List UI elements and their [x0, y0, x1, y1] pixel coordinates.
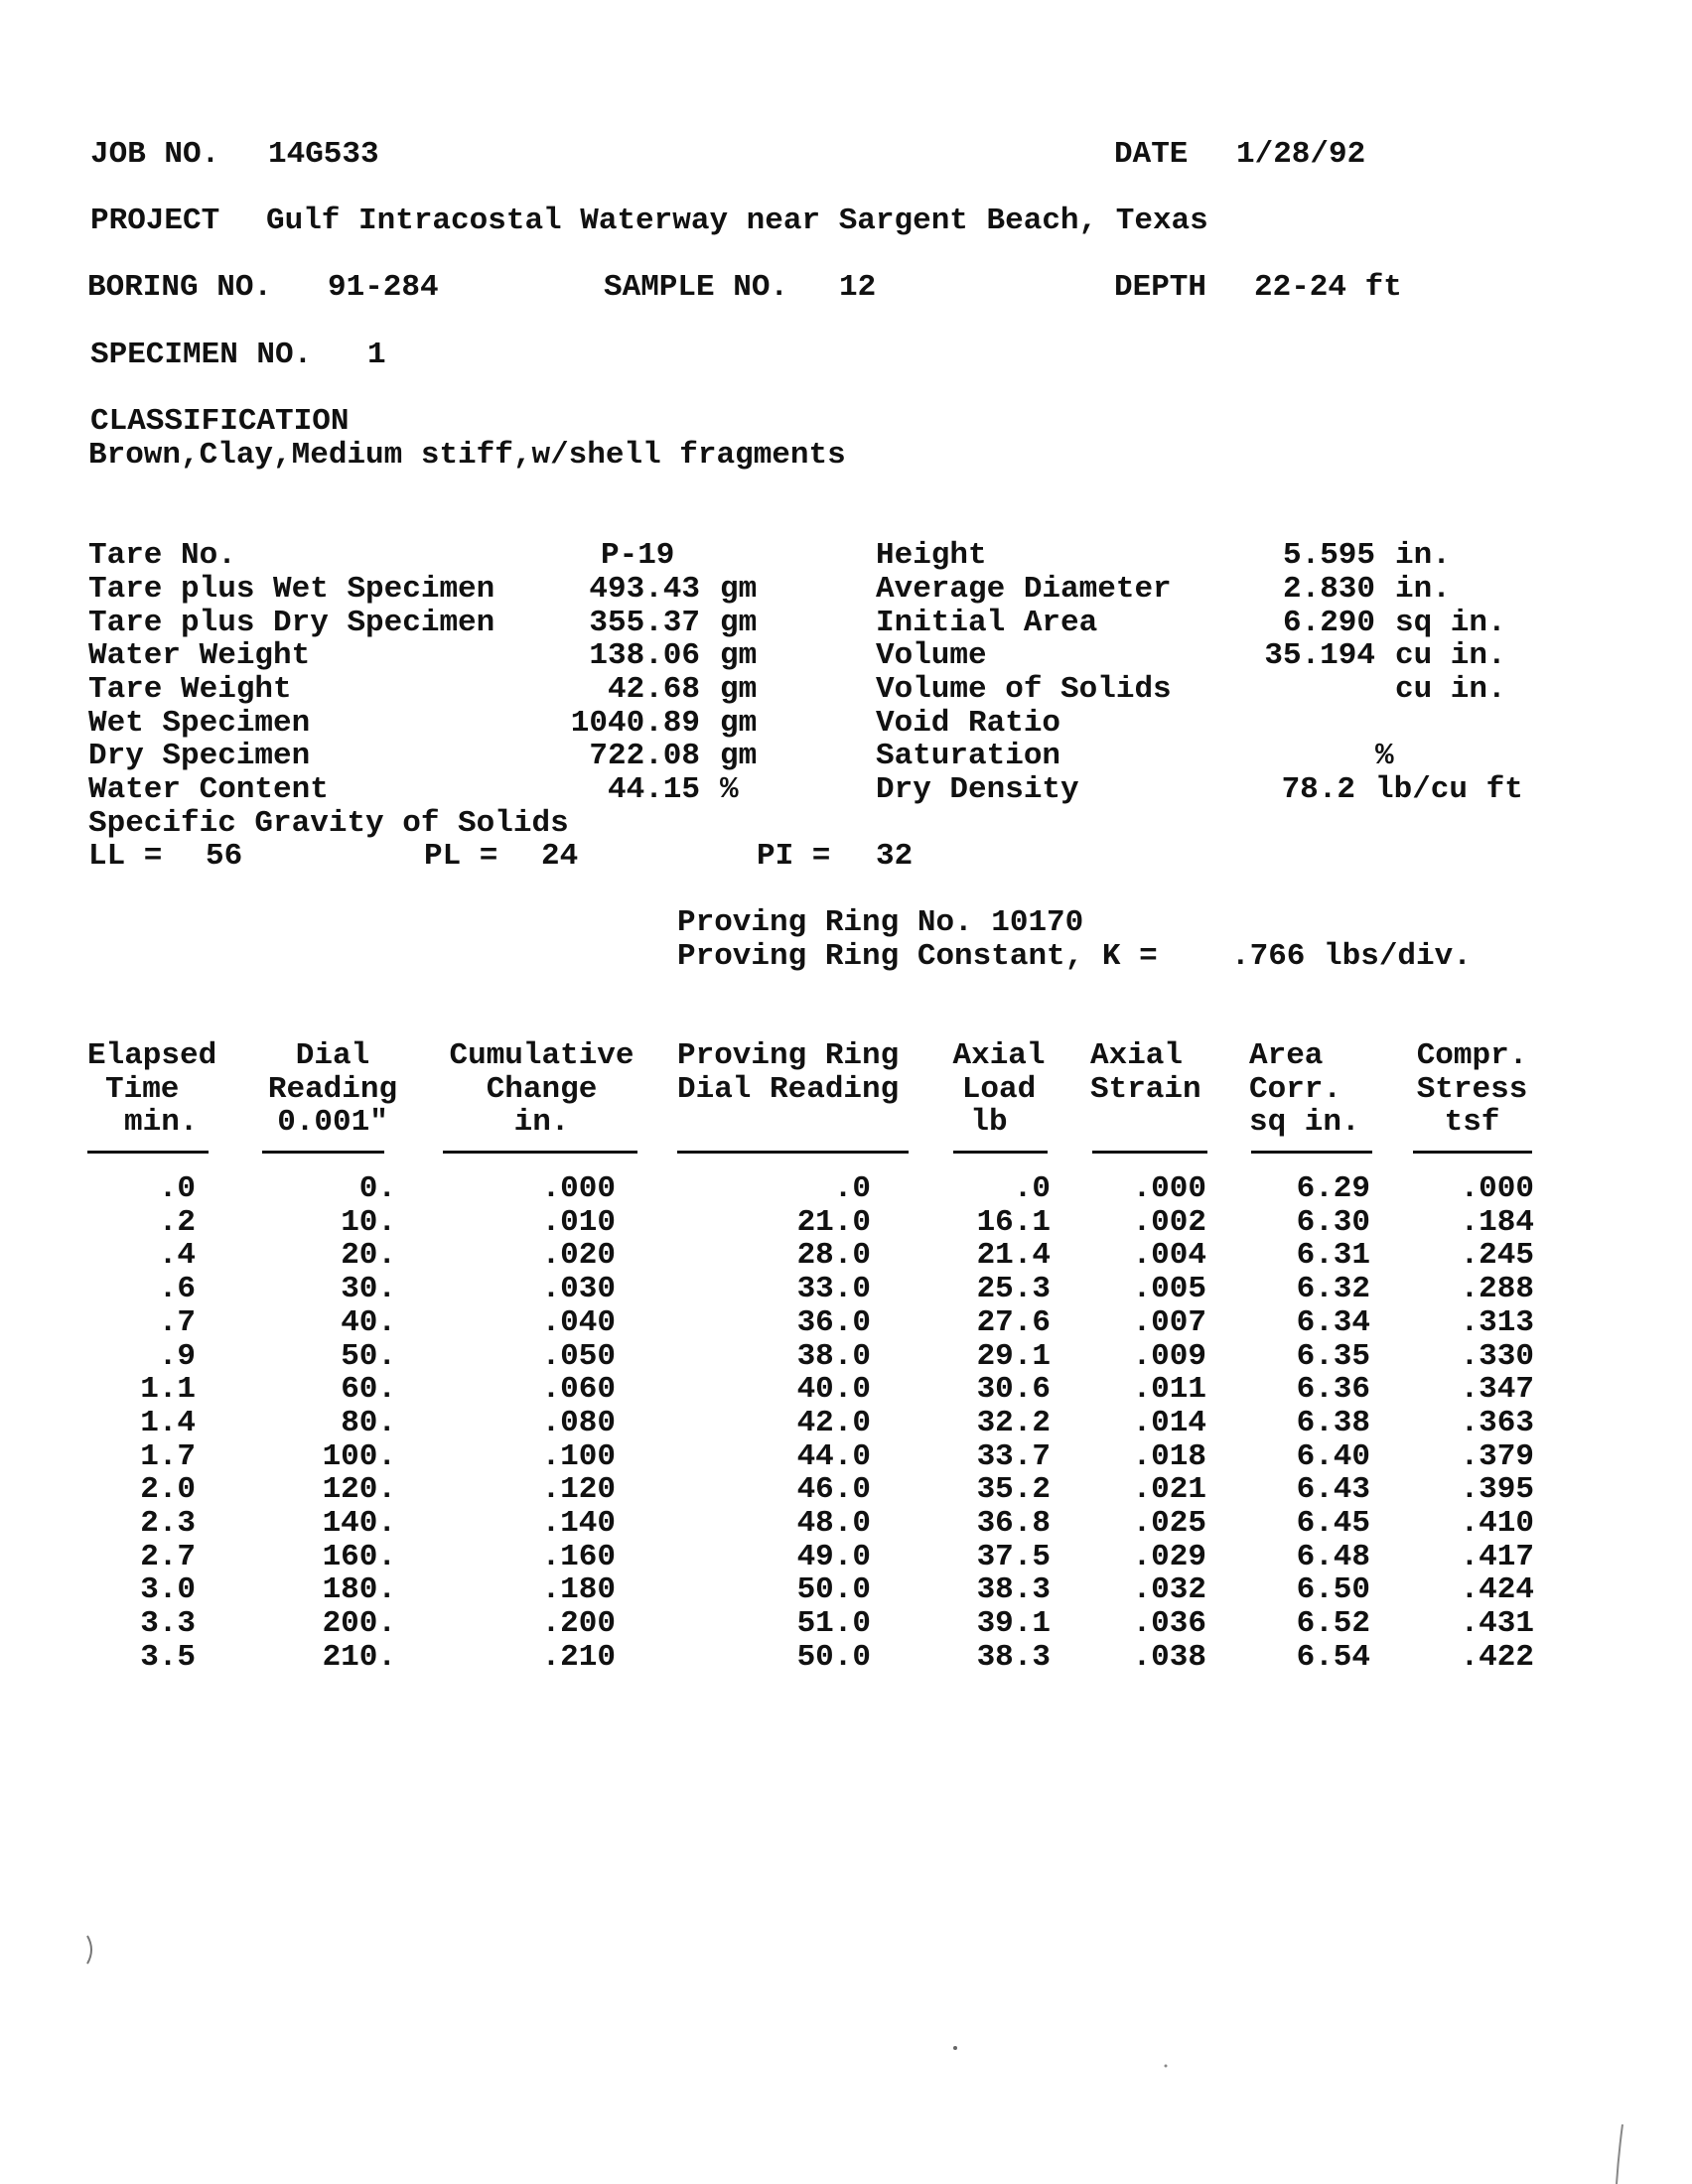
elapsed-time-cell: .0: [158, 1171, 196, 1206]
property-label: Water Content: [88, 772, 329, 807]
property-label: Tare Weight: [88, 672, 292, 707]
property-value: 493.43: [589, 572, 700, 607]
axial-load-cell: 39.1: [976, 1606, 1051, 1641]
dial-reading-cell: 0.: [358, 1171, 396, 1206]
area-corrected-cell: 6.32: [1296, 1272, 1370, 1306]
proving-ring-reading-cell: 44.0: [796, 1439, 871, 1474]
property-label: Dry Density: [876, 772, 1079, 807]
proving-ring-number: Proving Ring No. 10170: [677, 905, 1084, 940]
column-header: Stress: [1416, 1072, 1528, 1107]
compressive-stress-cell: .000: [1460, 1171, 1534, 1206]
axial-strain-cell: .000: [1132, 1171, 1206, 1206]
property-label: Initial Area: [876, 606, 1098, 640]
property-value: 78.2: [1281, 772, 1355, 807]
area-corrected-cell: 6.40: [1296, 1439, 1370, 1474]
dial-reading-cell: 20.: [341, 1238, 396, 1273]
property-label: Average Diameter: [876, 572, 1172, 607]
classification-label: CLASSIFICATION: [90, 404, 350, 439]
proving-ring-reading-cell: 36.0: [796, 1305, 871, 1340]
cumulative-change-cell: .100: [541, 1439, 616, 1474]
area-corrected-cell: 6.36: [1296, 1372, 1370, 1407]
proving-ring-reading-cell: 28.0: [796, 1238, 871, 1273]
property-label: Water Weight: [88, 638, 311, 673]
property-label: Height: [876, 538, 987, 573]
dial-reading-cell: 140.: [322, 1506, 396, 1541]
depth-label: DEPTH: [1114, 270, 1207, 305]
axial-strain-cell: .021: [1132, 1472, 1206, 1507]
area-corrected-cell: 6.31: [1296, 1238, 1370, 1273]
axial-strain-cell: .038: [1132, 1640, 1206, 1675]
axial-strain-cell: .011: [1132, 1372, 1206, 1407]
property-unit: in.: [1395, 572, 1451, 607]
elapsed-time-cell: .4: [158, 1238, 196, 1273]
column-header: lb: [970, 1105, 1008, 1140]
date: 1/28/92: [1236, 137, 1366, 172]
axial-load-cell: 37.5: [976, 1540, 1051, 1574]
elapsed-time-cell: 2.0: [140, 1472, 196, 1507]
cumulative-change-cell: .000: [541, 1171, 616, 1206]
column-header: Axial: [952, 1038, 1046, 1073]
column-header: Strain: [1090, 1072, 1201, 1107]
axial-load-cell: 29.1: [976, 1339, 1051, 1374]
area-corrected-cell: 6.34: [1296, 1305, 1370, 1340]
cumulative-change-cell: .200: [541, 1606, 616, 1641]
proving-ring-reading-cell: 50.0: [796, 1640, 871, 1675]
column-header: Compr.: [1416, 1038, 1528, 1073]
cumulative-change-cell: .160: [541, 1540, 616, 1574]
column-header: Load: [961, 1072, 1037, 1107]
axial-strain-cell: .029: [1132, 1540, 1206, 1574]
property-value: 42.68: [607, 672, 700, 707]
property-value: 44.15: [607, 772, 700, 807]
area-corrected-cell: 6.43: [1296, 1472, 1370, 1507]
property-unit: gm: [720, 638, 758, 673]
project-label: PROJECT: [90, 204, 220, 238]
cumulative-change-cell: .020: [541, 1238, 616, 1273]
property-unit: sq in.: [1395, 606, 1506, 640]
plasticity-index-label: PI =: [757, 839, 831, 874]
property-unit: gm: [720, 706, 758, 741]
column-header: Corr.: [1249, 1072, 1342, 1107]
property-value: 35.194: [1264, 638, 1375, 673]
area-corrected-cell: 6.50: [1296, 1572, 1370, 1607]
property-label: Volume of Solids: [876, 672, 1172, 707]
compressive-stress-cell: .379: [1460, 1439, 1534, 1474]
proving-ring-reading-cell: 21.0: [796, 1205, 871, 1240]
axial-strain-cell: .005: [1132, 1272, 1206, 1306]
compressive-stress-cell: .410: [1460, 1506, 1534, 1541]
plastic-limit-label: PL =: [424, 839, 498, 874]
elapsed-time-cell: .7: [158, 1305, 196, 1340]
proving-ring-reading-cell: 50.0: [796, 1572, 871, 1607]
compressive-stress-cell: .330: [1460, 1339, 1534, 1374]
elapsed-time-cell: 2.7: [140, 1540, 196, 1574]
column-header: Cumulative: [449, 1038, 634, 1073]
axial-load-cell: 36.8: [976, 1506, 1051, 1541]
compressive-stress-cell: .431: [1460, 1606, 1534, 1641]
proving-ring-reading-cell: .0: [833, 1171, 871, 1206]
axial-load-cell: .0: [1013, 1171, 1051, 1206]
proving-ring-reading-cell: 40.0: [796, 1372, 871, 1407]
property-unit: gm: [720, 606, 758, 640]
compressive-stress-cell: .417: [1460, 1540, 1534, 1574]
column-header: Dial: [295, 1038, 370, 1073]
column-header: Reading: [267, 1072, 398, 1107]
proving-ring-constant-label: Proving Ring Constant, K =: [677, 939, 1158, 974]
elapsed-time-cell: .2: [158, 1205, 196, 1240]
property-label: Tare plus Wet Specimen: [88, 572, 495, 607]
area-corrected-cell: 6.45: [1296, 1506, 1370, 1541]
axial-strain-cell: .009: [1132, 1339, 1206, 1374]
dial-reading-cell: 80.: [341, 1406, 396, 1440]
column-header: 0.001": [277, 1105, 388, 1140]
column-header: Change: [486, 1072, 598, 1107]
property-label: Wet Specimen: [88, 706, 311, 741]
proving-ring-reading-cell: 42.0: [796, 1406, 871, 1440]
dial-reading-cell: 200.: [322, 1606, 396, 1641]
elapsed-time-cell: .9: [158, 1339, 196, 1374]
proving-ring-reading-cell: 38.0: [796, 1339, 871, 1374]
column-header: min.: [124, 1105, 199, 1140]
dial-reading-cell: 50.: [341, 1339, 396, 1374]
axial-strain-cell: .032: [1132, 1572, 1206, 1607]
axial-load-cell: 21.4: [976, 1238, 1051, 1273]
cumulative-change-cell: .010: [541, 1205, 616, 1240]
dial-reading-cell: 160.: [322, 1540, 396, 1574]
compressive-stress-cell: .347: [1460, 1372, 1534, 1407]
dial-reading-cell: 100.: [322, 1439, 396, 1474]
cumulative-change-cell: .140: [541, 1506, 616, 1541]
compressive-stress-cell: .288: [1460, 1272, 1534, 1306]
compressive-stress-cell: .245: [1460, 1238, 1534, 1273]
axial-strain-cell: .025: [1132, 1506, 1206, 1541]
property-label: Void Ratio: [876, 706, 1061, 741]
property-unit: cu in.: [1395, 672, 1506, 707]
cumulative-change-cell: .030: [541, 1272, 616, 1306]
dial-reading-cell: 10.: [341, 1205, 396, 1240]
axial-load-cell: 27.6: [976, 1305, 1051, 1340]
area-corrected-cell: 6.30: [1296, 1205, 1370, 1240]
property-unit: %: [720, 772, 739, 807]
axial-load-cell: 35.2: [976, 1472, 1051, 1507]
liquid-limit: 56: [206, 839, 243, 874]
proving-ring-reading-cell: 33.0: [796, 1272, 871, 1306]
property-label: Tare plus Dry Specimen: [88, 606, 495, 640]
property-unit: %: [1375, 739, 1394, 773]
boring-number: 91-284: [328, 270, 439, 305]
property-label: Specific Gravity of Solids: [88, 806, 569, 841]
axial-load-cell: 30.6: [976, 1372, 1051, 1407]
depth: 22-24 ft: [1254, 270, 1402, 305]
classification-text: Brown,Clay,Medium stiff,w/shell fragments: [88, 438, 846, 473]
cumulative-change-cell: .060: [541, 1372, 616, 1407]
compressive-stress-cell: .424: [1460, 1572, 1534, 1607]
elapsed-time-cell: 3.0: [140, 1572, 196, 1607]
axial-strain-cell: .014: [1132, 1406, 1206, 1440]
dial-reading-cell: 40.: [341, 1305, 396, 1340]
specimen-number-label: SPECIMEN NO.: [90, 338, 313, 372]
elapsed-time-cell: 1.4: [140, 1406, 196, 1440]
column-header: Elapsed: [87, 1038, 217, 1073]
property-value: 722.08: [589, 739, 700, 773]
property-unit: gm: [720, 739, 758, 773]
dial-reading-cell: 60.: [341, 1372, 396, 1407]
proving-ring-reading-cell: 51.0: [796, 1606, 871, 1641]
sample-number: 12: [839, 270, 877, 305]
sample-number-label: SAMPLE NO.: [604, 270, 789, 305]
project-name: Gulf Intracostal Waterway near Sargent Beach, Texas: [266, 204, 1208, 238]
cumulative-change-cell: .050: [541, 1339, 616, 1374]
area-corrected-cell: 6.52: [1296, 1606, 1370, 1641]
plasticity-index: 32: [876, 839, 914, 874]
dial-reading-cell: 120.: [322, 1472, 396, 1507]
property-value: 5.595: [1282, 538, 1375, 573]
axial-strain-cell: .007: [1132, 1305, 1206, 1340]
proving-ring-reading-cell: 48.0: [796, 1506, 871, 1541]
elapsed-time-cell: 3.5: [140, 1640, 196, 1675]
cumulative-change-cell: .120: [541, 1472, 616, 1507]
elapsed-time-cell: .6: [158, 1272, 196, 1306]
liquid-limit-label: LL =: [88, 839, 163, 874]
dial-reading-cell: 30.: [341, 1272, 396, 1306]
area-corrected-cell: 6.29: [1296, 1171, 1370, 1206]
axial-strain-cell: .004: [1132, 1238, 1206, 1273]
property-label: Saturation: [876, 739, 1061, 773]
cumulative-change-cell: .180: [541, 1572, 616, 1607]
job-number-label: JOB NO.: [90, 137, 220, 172]
property-unit: lb/cu ft: [1375, 772, 1523, 807]
property-unit: cu in.: [1395, 638, 1506, 673]
column-header: Area: [1249, 1038, 1324, 1073]
cumulative-change-cell: .080: [541, 1406, 616, 1440]
dial-reading-cell: 180.: [322, 1572, 396, 1607]
area-corrected-cell: 6.35: [1296, 1339, 1370, 1374]
axial-strain-cell: .036: [1132, 1606, 1206, 1641]
proving-ring-reading-cell: 46.0: [796, 1472, 871, 1507]
column-header: tsf: [1444, 1105, 1500, 1140]
property-label: Tare No.: [88, 538, 236, 573]
property-value: P-19: [601, 538, 675, 573]
compressive-stress-cell: .184: [1460, 1205, 1534, 1240]
area-corrected-cell: 6.38: [1296, 1406, 1370, 1440]
area-corrected-cell: 6.54: [1296, 1640, 1370, 1675]
axial-strain-cell: .002: [1132, 1205, 1206, 1240]
property-label: Volume: [876, 638, 987, 673]
property-unit: gm: [720, 672, 758, 707]
compressive-stress-cell: .363: [1460, 1406, 1534, 1440]
axial-load-cell: 32.2: [976, 1406, 1051, 1440]
axial-strain-cell: .018: [1132, 1439, 1206, 1474]
axial-load-cell: 38.3: [976, 1572, 1051, 1607]
column-header: Time: [105, 1072, 180, 1107]
property-label: Dry Specimen: [88, 739, 311, 773]
property-value: 1040.89: [570, 706, 700, 741]
property-value: 2.830: [1282, 572, 1375, 607]
axial-load-cell: 16.1: [976, 1205, 1051, 1240]
boring-number-label: BORING NO.: [87, 270, 273, 305]
proving-ring-constant-value: .766 lbs/div.: [1231, 939, 1472, 974]
dial-reading-cell: 210.: [322, 1640, 396, 1675]
column-header: Proving Ring: [677, 1038, 900, 1073]
elapsed-time-cell: 1.1: [140, 1372, 196, 1407]
elapsed-time-cell: 3.3: [140, 1606, 196, 1641]
job-number: 14G533: [268, 137, 379, 172]
column-header: sq in.: [1249, 1105, 1360, 1140]
specimen-number: 1: [367, 338, 386, 372]
column-header: in.: [513, 1105, 570, 1140]
property-value: 138.06: [589, 638, 700, 673]
area-corrected-cell: 6.48: [1296, 1540, 1370, 1574]
plastic-limit: 24: [541, 839, 579, 874]
axial-load-cell: 38.3: [976, 1640, 1051, 1675]
axial-load-cell: 33.7: [976, 1439, 1051, 1474]
column-header: Dial Reading: [677, 1072, 900, 1107]
cumulative-change-cell: .040: [541, 1305, 616, 1340]
elapsed-time-cell: 2.3: [140, 1506, 196, 1541]
property-unit: in.: [1395, 538, 1451, 573]
elapsed-time-cell: 1.7: [140, 1439, 196, 1474]
column-header: Axial: [1090, 1038, 1184, 1073]
property-unit: gm: [720, 572, 758, 607]
compressive-stress-cell: .313: [1460, 1305, 1534, 1340]
date-label: DATE: [1114, 137, 1189, 172]
proving-ring-reading-cell: 49.0: [796, 1540, 871, 1574]
property-value: 6.290: [1282, 606, 1375, 640]
property-value: 355.37: [589, 606, 700, 640]
compressive-stress-cell: .422: [1460, 1640, 1534, 1675]
cumulative-change-cell: .210: [541, 1640, 616, 1675]
compressive-stress-cell: .395: [1460, 1472, 1534, 1507]
axial-load-cell: 25.3: [976, 1272, 1051, 1306]
